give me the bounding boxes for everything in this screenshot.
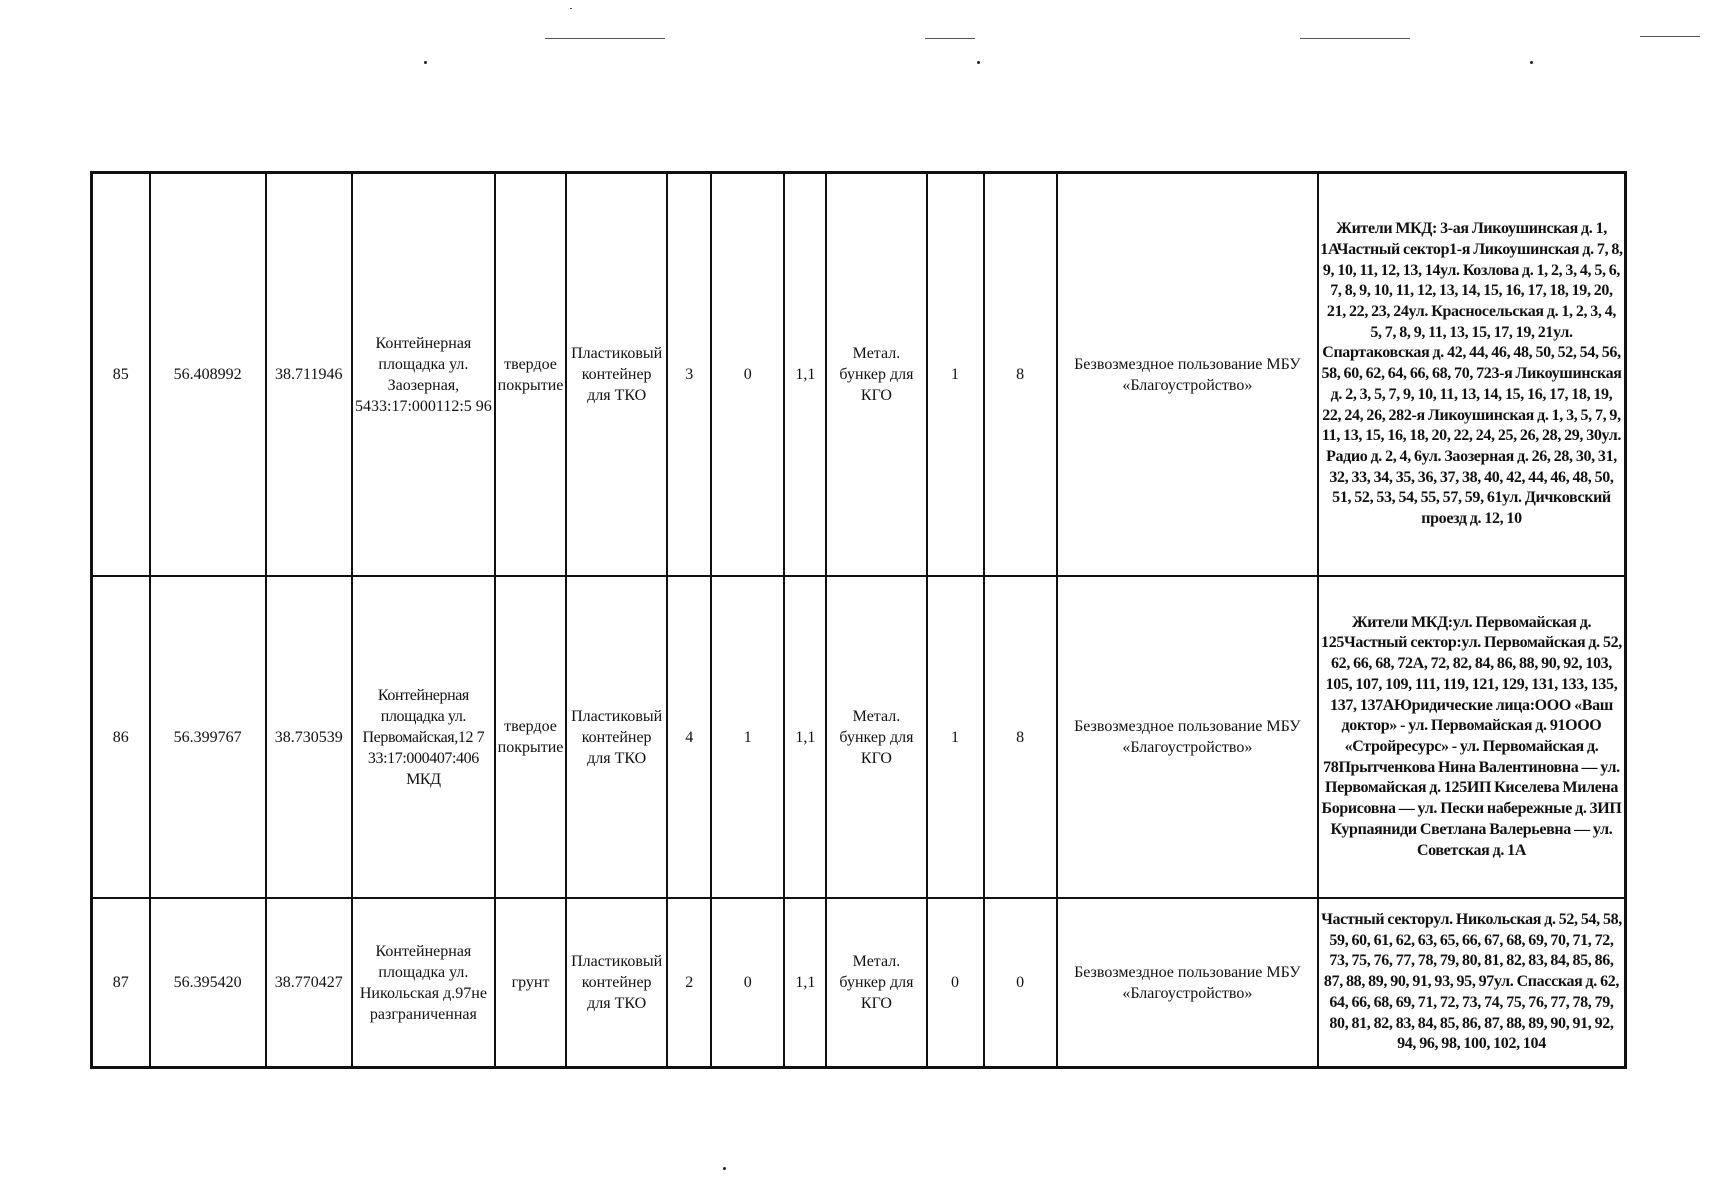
row-number: 85 <box>92 173 150 577</box>
surface-cell: грунт <box>495 898 566 1068</box>
site-description-cell: Контейнерная площадка ул. Заозерная, 5433:17:000112:5 96 <box>352 173 495 577</box>
longitude-cell: 38.770427 <box>266 898 352 1068</box>
scan-artifact-dot <box>977 61 980 64</box>
longitude-cell: 38.711946 <box>266 173 352 577</box>
scan-artifact-line <box>925 38 975 39</box>
owner-cell: Безвозмездное пользование МБУ «Благоустройство» <box>1057 576 1318 898</box>
kgo-count-cell: 0 <box>927 898 984 1068</box>
kgo-type-cell: Метал. бункер для КГО <box>826 576 926 898</box>
row-number: 86 <box>92 576 150 898</box>
owner-cell: Безвозмездное пользование МБУ «Благоустройство» <box>1057 173 1318 577</box>
planned-count-cell: 0 <box>711 173 784 577</box>
surface-cell: твердое покрытие <box>495 173 566 577</box>
kgo-type-cell: Метал. бункер для КГО <box>826 173 926 577</box>
container-type-cell: Пластиковый контейнер для ТКО <box>566 576 667 898</box>
latitude-cell: 56.408992 <box>150 173 266 577</box>
containers-count-cell: 2 <box>667 898 711 1068</box>
scan-artifact-dot <box>723 1167 726 1170</box>
container-type-cell: Пластиковый контейнер для ТКО <box>566 173 667 577</box>
scan-artifact-dot <box>424 61 427 64</box>
kgo-volume-cell: 8 <box>984 173 1057 577</box>
surface-cell: твердое покрытие <box>495 576 566 898</box>
scan-artifact-line <box>1640 36 1700 37</box>
planned-count-cell: 1 <box>711 576 784 898</box>
owner-cell: Безвозмездное пользование МБУ «Благоустройство» <box>1057 898 1318 1068</box>
scan-artifact-dot <box>1530 61 1533 64</box>
scan-artifact-line <box>570 8 572 9</box>
planned-count-cell: 0 <box>711 898 784 1068</box>
row-number: 87 <box>92 898 150 1068</box>
site-description-cell: Контейнерная площадка ул. Никольская д.97не разграниченная <box>352 898 495 1068</box>
kgo-volume-cell: 0 <box>984 898 1057 1068</box>
container-volume-cell: 1,1 <box>784 898 826 1068</box>
scan-artifact-line <box>545 38 665 39</box>
kgo-type-cell: Метал. бункер для КГО <box>826 898 926 1068</box>
served-objects-cell: Жители МКД:ул. Первомайская д. 125Частный сектор:ул. Первомайская д. 52, 62, 66, 68, 72А, 72, 82, 84, 86, 88, 90, 92, 103, 105, 107, 109, 111, 119, 121, 129, 131, 133, 135, 137, 137АЮридические лица:ООО «Ваш доктор» - ул. Первомайская д. 91ООО «Стройресурс» - ул. Первомайская д. 78Прытченкова Нина Валентиновна — ул. Первомайская д. 125ИП Киселева Милена Борисовна — ул. Пески набережные д. 3ИП Курпаяниди Светлана Валерьевна — ул. Советская д. 1А <box>1318 576 1626 898</box>
scan-artifact-line <box>1300 38 1410 39</box>
table-row <box>92 173 1626 577</box>
table-row <box>92 576 1626 898</box>
served-objects-cell: Частный секторул. Никольская д. 52, 54, 58, 59, 60, 61, 62, 63, 65, 66, 67, 68, 69, 70, 71, 72, 73, 75, 76, 77, 78, 79, 80, 81, 82, 83, 84, 85, 86, 87, 88, 89, 90, 91, 93, 95, 97ул. Спасская д. 62, 64, 66, 68, 69, 71, 72, 73, 74, 75, 76, 77, 78, 79, 80, 81, 82, 83, 84, 85, 86, 87, 88, 89, 90, 91, 92, 94, 96, 98, 100, 102, 104 <box>1318 898 1626 1068</box>
site-description-cell: Контейнерная площадка ул. Первомайская,12 7 33:17:000407:406 МКД <box>352 576 495 898</box>
latitude-cell: 56.395420 <box>150 898 266 1068</box>
container-volume-cell: 1,1 <box>784 173 826 577</box>
kgo-count-cell: 1 <box>927 173 984 577</box>
kgo-volume-cell: 8 <box>984 576 1057 898</box>
longitude-cell: 38.730539 <box>266 576 352 898</box>
container-type-cell: Пластиковый контейнер для ТКО <box>566 898 667 1068</box>
served-objects-cell: Жители МКД: 3-ая Ликоушинская д. 1, 1АЧастный сектор1-я Ликоушинская д. 7, 8, 9, 10, 11, 12, 13, 14ул. Козлова д. 1, 2, 3, 4, 5, 6, 7, 8, 9, 10, 11, 12, 13, 14, 15, 16, 17, 18, 19, 20, 21, 22, 23, 24ул. Красносельская д. 1, 2, 3, 4, 5, 7, 8, 9, 11, 13, 15, 17, 19, 21ул. Спартаковская д. 42, 44, 46, 48, 50, 52, 54, 56, 58, 60, 62, 64, 66, 68, 70, 723-я Ликоушинская д. 2, 3, 5, 7, 9, 10, 11, 13, 14, 15, 16, 17, 18, 19, 22, 24, 26, 282-я Ликоушинская д. 1, 3, 5, 7, 9, 11, 13, 15, 16, 18, 20, 22, 24, 25, 26, 28, 29, 30ул. Радио д. 2, 4, 6ул. Заозерная д. 26, 28, 30, 31, 32, 33, 34, 35, 36, 37, 38, 40, 42, 44, 46, 48, 50, 51, 52, 53, 54, 55, 57, 59, 61ул. Дичковский проезд д. 12, 10 <box>1318 173 1626 577</box>
containers-count-cell: 4 <box>667 576 711 898</box>
containers-count-cell: 3 <box>667 173 711 577</box>
container-volume-cell: 1,1 <box>784 576 826 898</box>
container-sites-table <box>90 171 1627 1069</box>
kgo-count-cell: 1 <box>927 576 984 898</box>
latitude-cell: 56.399767 <box>150 576 266 898</box>
table-row <box>92 898 1626 1068</box>
